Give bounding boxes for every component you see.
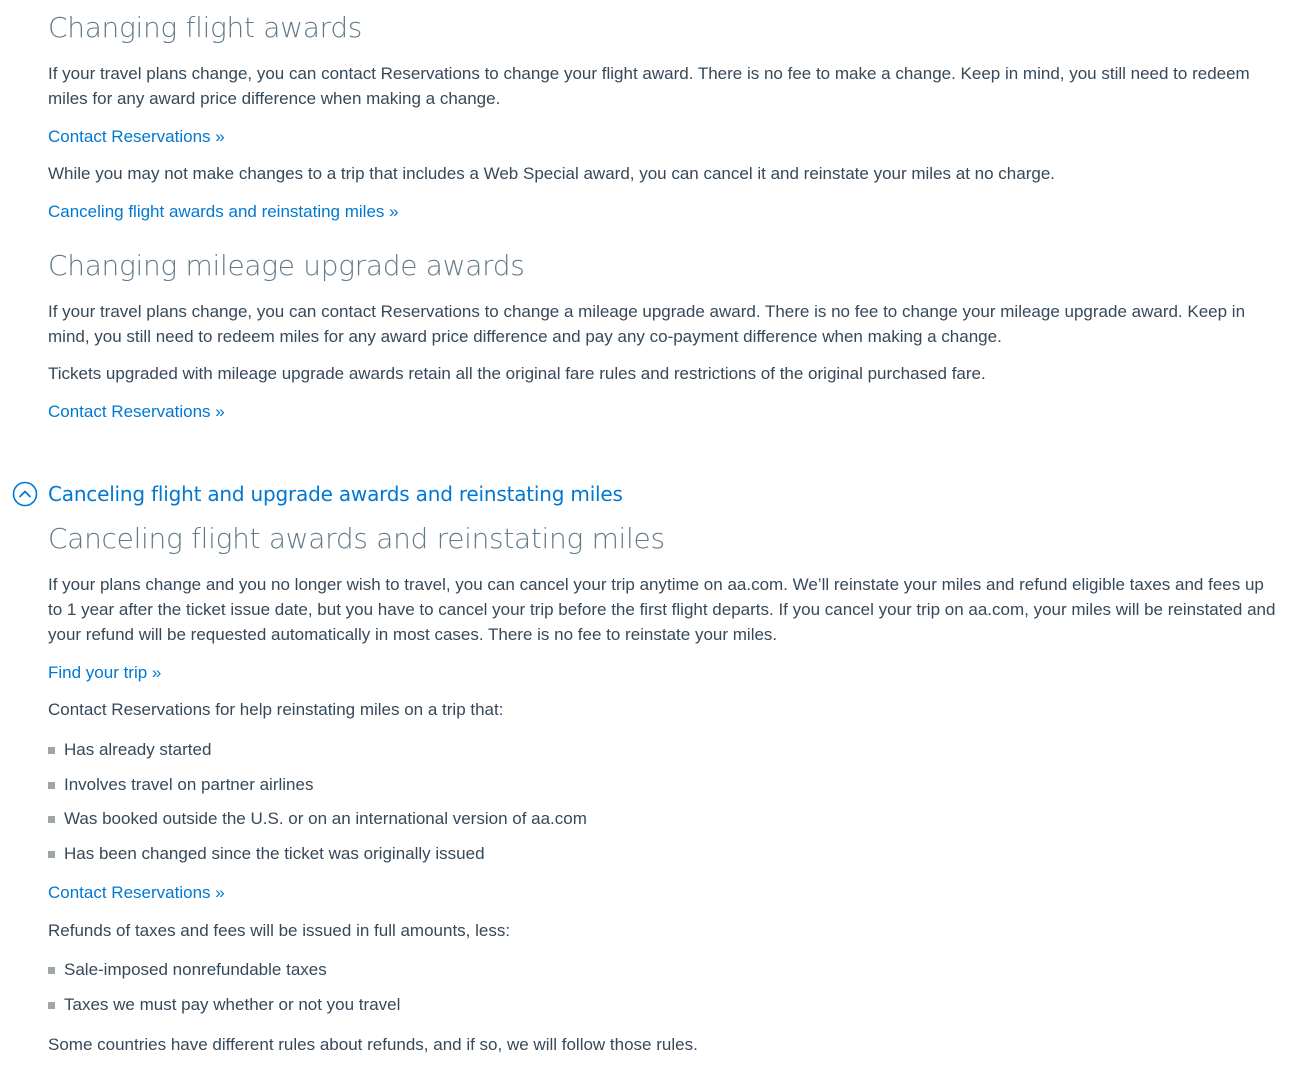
list-item: Taxes we must pay whether or not you travel [48,992,400,1017]
contact-help-paragraph: Contact Reservations for help reinstating miles on a trip that: [48,700,504,719]
cancel-trip-paragraph: If your plans change and you no longer wish to travel, you can cancel your trip anytime on aa.com. We’ll reinstate your miles and refund eligible taxes and fees up to 1 year after the ticket issue date, but you have to cancel your trip before the first flight departs. If you cancel your trip on aa.com, your miles will be reinstated and your refund will be requested automatically in most cases. There is no fee to reinstate your miles. [48,575,1276,644]
find-your-trip-link[interactable]: Find your trip » [48,663,162,682]
list-item: Has already started [48,737,587,762]
changing-upgrade-awards-paragraph: If your travel plans change, you can contact Reservations to change a mileage upgrade award. There is no fee to change your mileage upgrade award. Keep in mind, you still need to redeem miles for any award price difference and pay any co-payment difference when making a change. [48,302,1246,346]
accordion-toggle-canceling-awards[interactable] [12,480,623,508]
list-item: Was booked outside the U.S. or on an international version of aa.com [48,806,587,831]
square-bullet-icon [48,851,55,858]
list-item: Involves travel on partner airlines [48,772,587,797]
upgraded-tickets-paragraph: Tickets upgraded with mileage upgrade awards retain all the original fare rules and restrictions of the original purchased fare. [48,364,986,383]
square-bullet-icon [48,782,55,789]
country-rules-paragraph: Some countries have different rules about refunds, and if so, we will follow those rules. [48,1035,698,1054]
contact-reservations-link[interactable]: Contact Reservations » [48,402,225,421]
changing-flight-awards-paragraph: If your travel plans change, you can contact Reservations to change your flight award. There is no fee to make a change. Keep in mind, you still need to redeem miles for any award price difference when making a change. [48,64,1250,108]
list-item: Has been changed since the ticket was originally issued [48,841,587,866]
canceling-flight-awards-link[interactable]: Canceling flight awards and reinstating miles » [48,202,399,221]
contact-reservations-link[interactable]: Contact Reservations » [48,883,225,902]
square-bullet-icon [48,747,55,754]
chevron-up-circle-icon[interactable] [12,481,38,507]
square-bullet-icon [48,967,55,974]
section-title-changing-mileage-upgrade-awards: Changing mileage upgrade awards [48,249,525,282]
section-title-canceling-flight-awards: Canceling flight awards and reinstating miles [48,522,665,555]
square-bullet-icon [48,1002,55,1009]
reinstate-conditions-list [48,737,587,866]
web-special-paragraph: While you may not make changes to a trip that includes a Web Special award, you can cancel it and reinstate your miles at no charge. [48,164,1056,183]
refunds-paragraph: Refunds of taxes and fees will be issued in full amounts, less: [48,921,511,940]
list-item: Sale-imposed nonrefundable taxes [48,957,400,982]
refund-deductions-list [48,957,400,1017]
contact-reservations-link[interactable]: Contact Reservations » [48,127,225,146]
section-title-changing-flight-awards: Changing flight awards [48,11,363,44]
accordion-label[interactable]: Canceling flight and upgrade awards and reinstating miles [48,482,623,506]
square-bullet-icon [48,816,55,823]
